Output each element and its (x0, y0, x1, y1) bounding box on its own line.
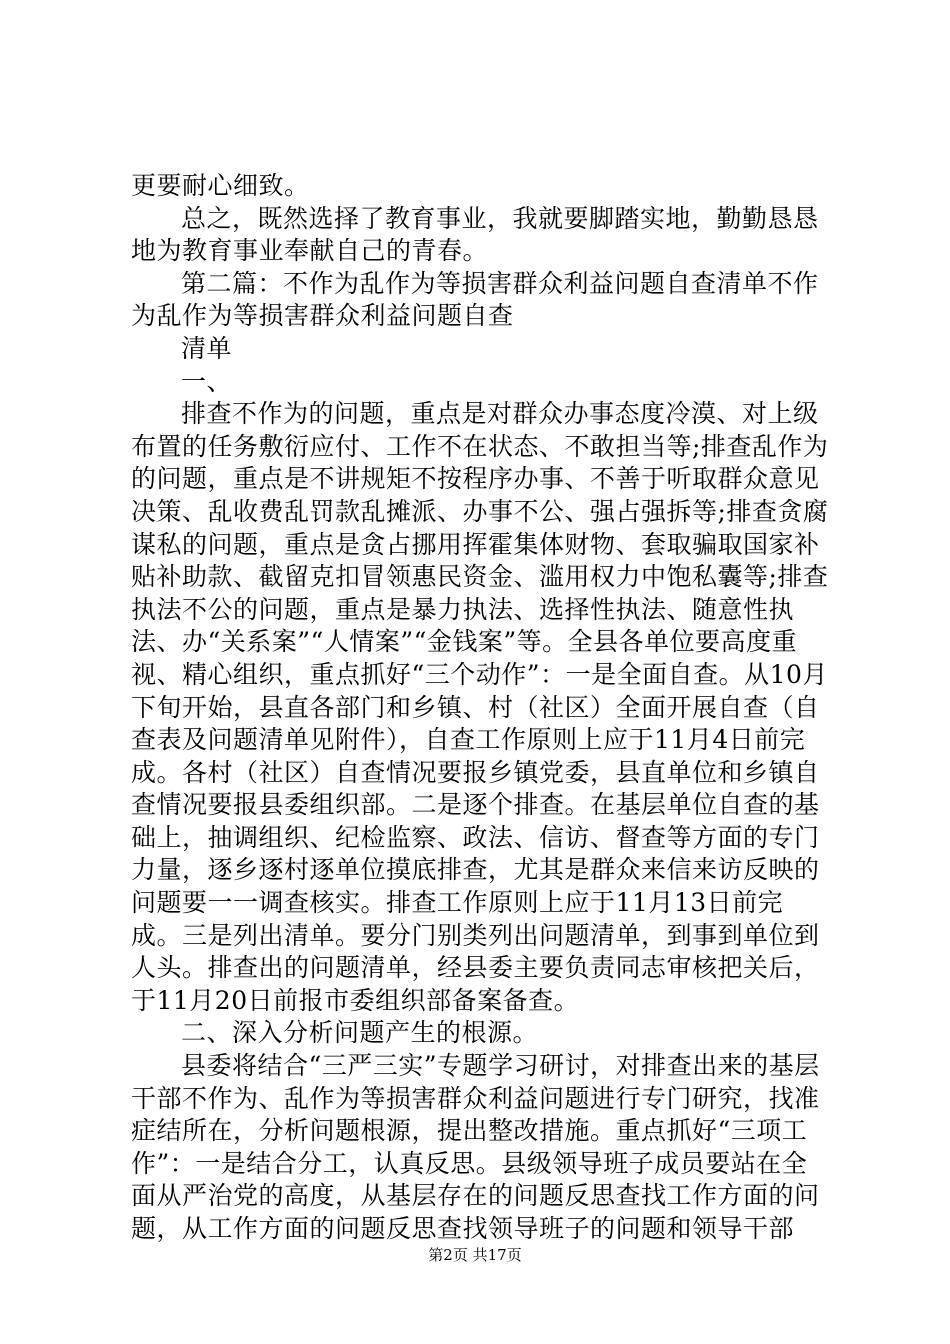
list-marker-one: 一、 (181, 366, 233, 396)
document-body (131, 170, 831, 1246)
page-number-footer: 第2页 共17页 (428, 1246, 522, 1264)
section-heading: 第二篇：不作为乱作为等损害群众利益问题自查清单不作为乱作为等损害群众利益问题自查 (131, 268, 819, 331)
paragraph-conclusion: 总之，既然选择了教育事业，我就要脚踏实地，勤勤恳恳地为教育事业奉献自己的青春。 (131, 203, 819, 266)
paragraph-analysis: 县委将结合“三严三实”专题学习研讨，对排查出来的基层干部不作为、乱作为等损害群众利益问题进行专门研究，找准症结所在，分析问题根源，提出整改措施。重点抓好“三项工作”：一是结合分工，认真反思。县级领导班子成员要站在全面从严治党的高度，从基层存在的问题反思查找工作方面的问题，从工作方面的问题反思查找领导班子的问题和领导干部 (131, 1051, 820, 1243)
subheading-two: 二、深入分析问题产生的根源。 (181, 1018, 539, 1048)
paragraph-continuation: 更要耐心细致。 (131, 171, 310, 200)
section-heading-continuation: 清单 (181, 333, 233, 363)
paragraph-investigation: 排查不作为的问题，重点是对群众办事态度冷漠、对上级布置的任务敷衍应付、工作不在状态、不敢担当等;排查乱作为的问题，重点是不讲规矩不按程序办事、不善于听取群众意见决策、乱收费乱罚款乱摊派、办事不公、强占强拆等;排查贪腐谋私的问题，重点是贪占挪用挥霍集体财物、套取骗取国家补贴补助款、截留克扣冒领惠民资金、滥用权力中饱私囊等;排查执法不公的问题，重点是暴力执法、选择性执法、随意性执法、办“关系案”“人情案”“金钱案”等。全县各单位要高度重视、精心组织，重点抓好“三个动作”：一是全面自查。从10月下旬开始，县直各部门和乡镇、村（社区）全面开展自查（自查表及问题清单见附件），自查工作原则上应于11月4日前完成。各村（社区）自查情况要报乡镇党委，县直单位和乡镇自查情况要报县委组织部。二是逐个排查。在基层单位自查的基础上，抽调组织、纪检监察、政法、信访、督查等方面的专门力量，逐乡逐村逐单位摸底排查，尤其是群众来信来访反映的问题要一一调查核实。排查工作原则上应于11月13日前完成。三是列出清单。要分门别类列出问题清单，到事到单位到人头。排查出的问题清单，经县委主要负责同志审核把关后，于11月20日前报市委组织部备案备查。 (131, 399, 829, 1015)
